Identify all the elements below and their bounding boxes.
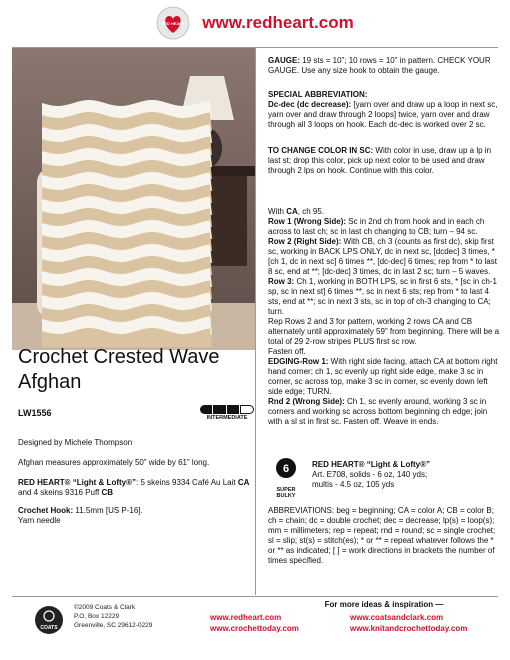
footer-links [210,612,500,634]
column-divider [255,48,256,595]
skill-level-label: INTERMEDIATE [206,415,248,421]
bottom-divider [12,596,498,597]
pattern-number: LW1556 [18,408,52,418]
site-url-link[interactable]: www.redheart.com [202,13,354,32]
afghan-photo [12,48,255,350]
pattern-title: Crochet Crested Wave Afghan [18,346,220,393]
svg-text:COATS: COATS [40,625,58,631]
svg-text:RED HEART: RED HEART [161,21,185,26]
afghan-stripes [42,100,212,347]
yarn-info: RED HEART® “Light & Lofty®” Art. E708, solids - 6 oz, 140 yds; multis - 4.5 oz, 105 yds [312,460,430,489]
color-change-section: TO CHANGE COLOR IN SC: With color in use, draw up a lp in last st; drop this color, pick up next color to be used and draw through 2 lps on hook. Continue with this color. [268,146,492,175]
yarn-weight-icon [270,458,302,499]
footer-link-knitandcrochettoday[interactable]: www.knitandcrochettoday.com [350,624,468,633]
svg-text:6: 6 [282,463,290,475]
afghan-measurements: Afghan measures approximately 50” wide by 61” long. [18,458,210,467]
footer-link-redheart[interactable]: www.redheart.com [210,613,282,622]
coats-logo [34,605,64,635]
hook-materials: Crochet Hook: 11.5mm [US P-16]. Yarn needle [18,506,143,525]
footer-link-crochettoday[interactable]: www.crochettoday.com [210,624,299,633]
instructions-section: With CA, ch 95. Row 1 (Wrong Side): Sc in 2nd ch from hook and in each ch across to last ch; sc in last ch changing to CB; turn – 94 sc. Row 2 (Right Side): With CB, ch 3 (counts as first dc), skip first sc, working in BACK LPS ONLY, dc in next sc, [dcdec] 3 times, * [ch 1, dc in next sc] 6 times **, [dc-dec] 6 times; rep from * to last 8 sc, end at **; [dc-dec] 3 times, dc in last 2 sc; turn – 5 waves. Row 3: Ch 1, working in BOTH LPS, sc in first 6 sts, * [sc in ch-1 sp, sc in next st] 6 times **, sc in next 6 sts; rep from * to last 4 sts, end at **; sc in next 3 sts, sc in top of ch-3 changing to CA; turn. Rep Rows 2 and 3 for pattern, working 2 rows CA and CB alternately until approximately 59” from beginning. There will be a total of 29 2-row stripes PLUS first sc row. Fasten off. EDGING-Row 1: With right side facing, attach CA at bottom right hand corner; ch 1, sc evenly up right side edge, make 3 sc in corner, sc across top, make 3 sc in corner, sc evenly down left side edge; TURN. Rnd 2 (Wrong Side): Ch 1, sc evenly around, working 3 sc in corners and working sc across bottom beginning ch edge; join with a sl st in first sc. Fasten off. Weave in ends. [268,207,500,426]
yarn-materials: RED HEART® “Light & Lofty®”: 5 skeins 9334 Café Au Lait CA and 4 skeins 9316 Puff CB [18,478,250,497]
company-address: ©2009 Coats & Clark P.O. Box 12229 Greenville, SC 29612-0229 [74,604,153,629]
skill-level-indicator [200,405,254,421]
page-header [0,0,510,46]
abbreviations-section: ABBREVIATIONS: beg = beginning; CA = color A; CB = color B; ch = chain; dc = double crochet; dec = decrease; lp(s) = loop(s); mm = millimeters; rep = repeat; rnd = round; sc = single crochet; sl = slip; st(s) = stitch(es); * or ** = repeat whatever follows the * or ** as indicated; [ ] = work directions in brackets the number of times specified. [268,506,496,565]
designer-credit: Designed by Michele Thompson [18,438,133,447]
gauge-section: GAUGE: 19 sts = 10”; 10 rows = 10” in pattern. CHECK YOUR GAUGE. Use any size hook to obtain the gauge. [268,56,491,75]
more-ideas-heading: For more ideas & inspiration — [324,600,444,609]
red-heart-logo [156,6,190,40]
footer-link-coatsandclark[interactable]: www.coatsandclark.com [350,613,444,622]
special-abbreviation-section: SPECIAL ABBREVIATION: Dc-dec (dc decrease): [yarn over and draw up a loop in next sc, yarn over and draw through 2 loops] twice, yarn over and draw through all 3 loops on hook. Each dc-dec is worked over 2 sc. [268,90,498,129]
yarn-weight-label: SUPER BULKY [276,487,296,499]
